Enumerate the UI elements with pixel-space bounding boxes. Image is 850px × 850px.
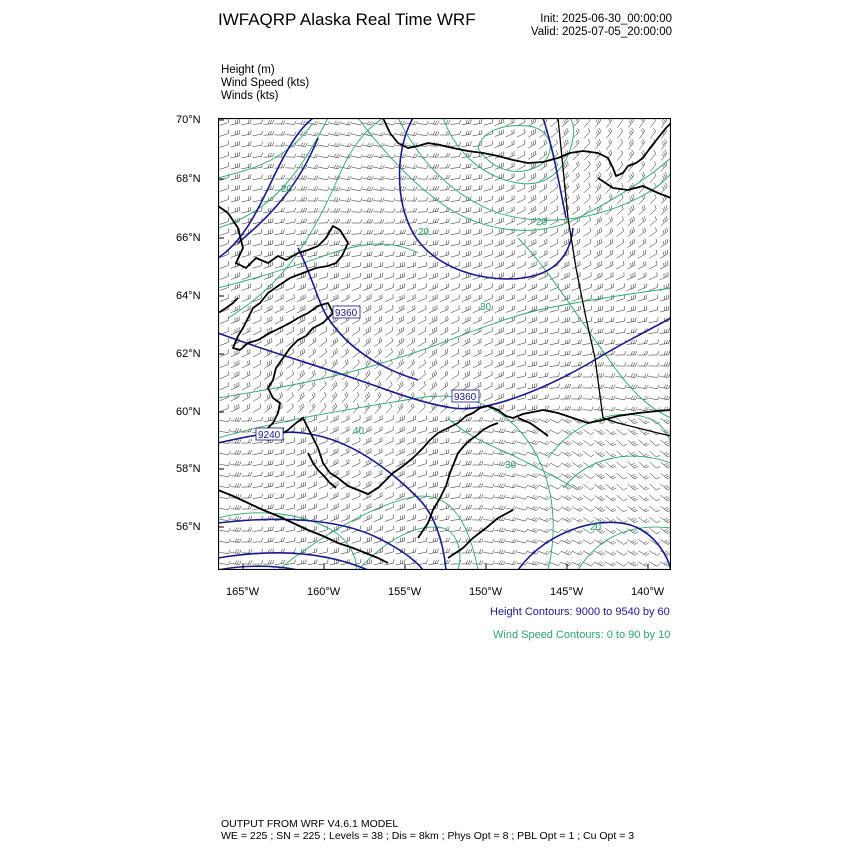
field-winds: Winds (kts) (221, 90, 279, 102)
wind-label-5: 40 (353, 426, 365, 437)
wind-label-4: 30 (505, 460, 517, 471)
wind-contour-legend: Wind Speed Contours: 0 to 90 by 10 (493, 629, 671, 641)
lon-label-165: 165°W (226, 586, 260, 598)
wind-label-7: 20 (536, 217, 548, 228)
lon-label-140: 140°W (631, 586, 665, 598)
lon-label-145: 145°W (550, 586, 584, 598)
lon-label-155: 155°W (388, 586, 422, 598)
lat-label-58: 58°N (176, 463, 201, 475)
height-label-2: 9360 (454, 392, 477, 403)
wind-label-1: 20 (281, 184, 293, 195)
field-height: Height (m) (221, 64, 275, 76)
wind-label-3: 30 (480, 302, 492, 313)
lat-label-70: 70°N (176, 114, 201, 126)
lat-label-62: 62°N (176, 348, 201, 360)
field-wind-speed: Wind Speed (kts) (221, 77, 310, 89)
wind-label-6: 20 (590, 522, 602, 533)
lat-label-64: 64°N (176, 290, 201, 302)
height-label-3: 9240 (258, 430, 281, 441)
lat-label-60: 60°N (176, 406, 201, 418)
lon-label-160: 160°W (307, 586, 341, 598)
lat-label-56: 56°N (176, 521, 201, 533)
map-panel (218, 118, 671, 570)
init-time: Init: 2025-06-30_00:00:00 (540, 13, 672, 25)
field-list (221, 64, 309, 103)
footer-line-1: OUTPUT FROM WRF V4.6.1 MODEL (221, 818, 399, 830)
lon-label-150: 150°W (469, 586, 503, 598)
footer-line-2: WE = 225 ; SN = 225 ; Levels = 38 ; Dis = 8km ; Phys Opt = 8 ; PBL Opt = 1 ; Cu Opt = 3 (221, 830, 635, 842)
model-footer (221, 818, 634, 842)
map-canvas (218, 118, 671, 570)
wind-label-2: 20 (418, 227, 430, 238)
contour-labels (256, 184, 602, 533)
border-line-east (603, 418, 671, 436)
lat-label-66: 66°N (176, 232, 201, 244)
valid-time: Valid: 2025-07-05_20:00:00 (530, 26, 672, 38)
height-contour-legend: Height Contours: 9000 to 9540 by 60 (490, 606, 670, 618)
height-label-1: 9360 (335, 308, 358, 319)
time-info (520, 13, 672, 39)
lat-label-68: 68°N (176, 173, 201, 185)
plot-title: IWFAQRP Alaska Real Time WRF (218, 10, 476, 29)
